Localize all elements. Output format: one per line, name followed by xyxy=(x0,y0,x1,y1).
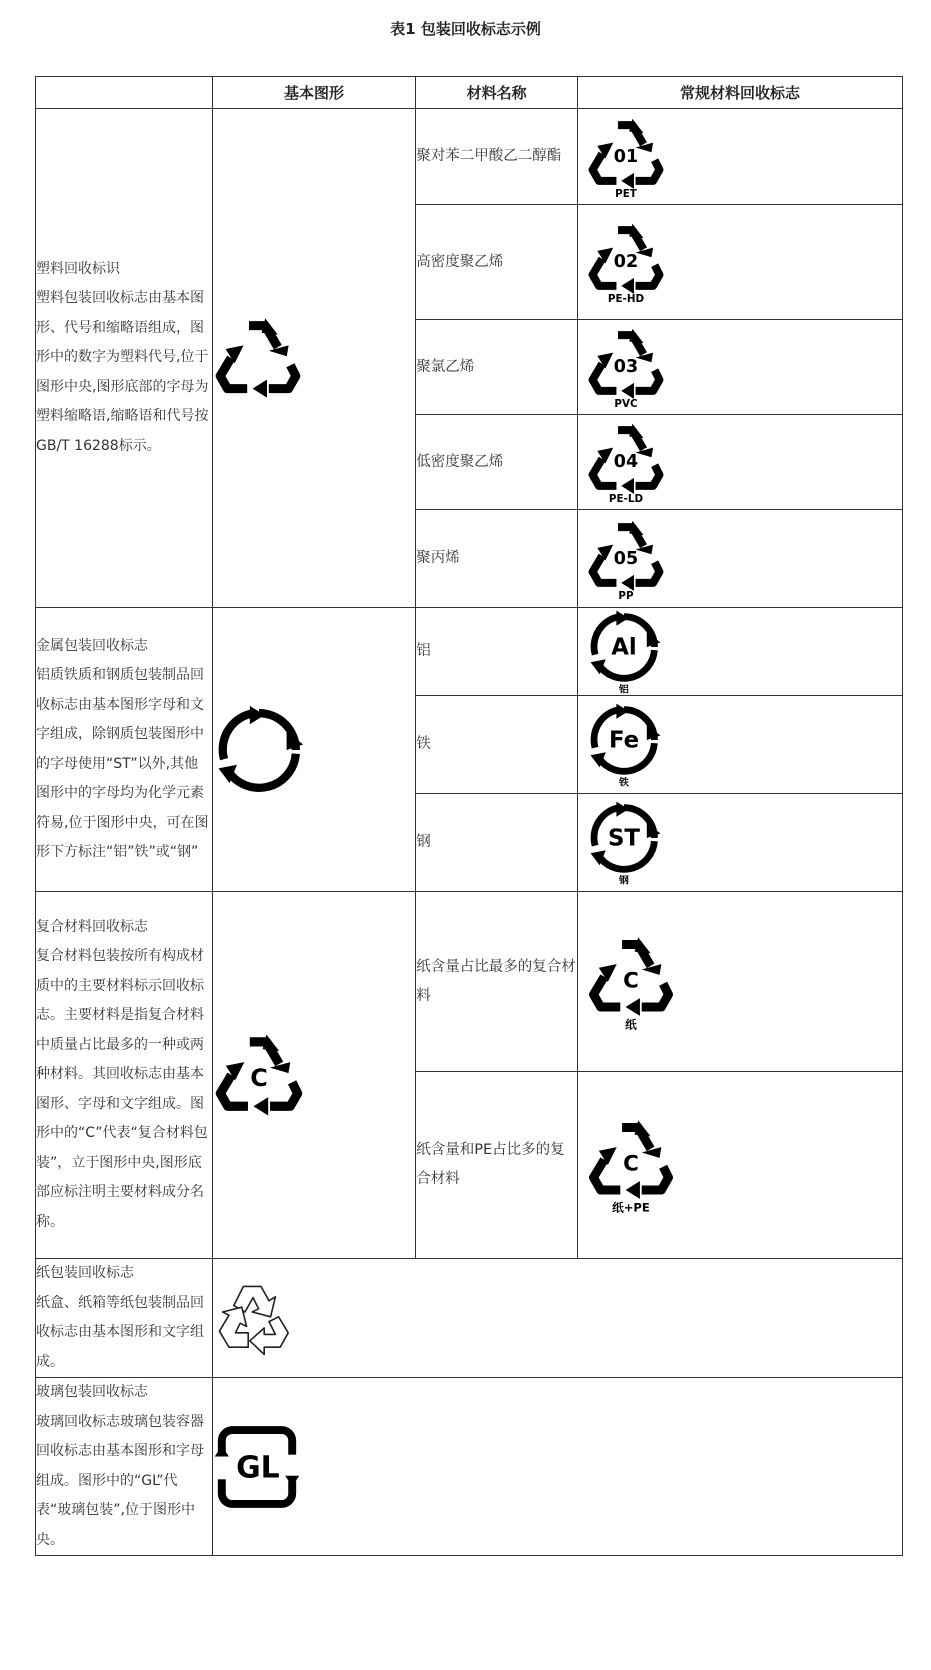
svg-text:PP: PP xyxy=(618,589,634,602)
mark-cell xyxy=(578,1072,903,1259)
recycle-triangle-icon xyxy=(213,313,303,403)
recycle-circle-icon xyxy=(213,704,305,796)
material-name: 铝 xyxy=(416,608,578,696)
composite-heading: 复合材料回收标志 xyxy=(36,918,148,935)
plastic-heading: 塑料回收标识 xyxy=(36,260,120,277)
header-empty xyxy=(36,77,213,109)
material-name: 聚对苯二甲酸乙二醇酯 xyxy=(416,109,578,205)
mark-cell xyxy=(578,794,903,892)
svg-text:PE-HD: PE-HD xyxy=(608,292,645,305)
svg-text:Al: Al xyxy=(611,634,637,661)
plastic-basic-shape-cell xyxy=(212,109,415,608)
mark-cell xyxy=(578,696,903,794)
svg-text:PE-LD: PE-LD xyxy=(609,492,644,505)
header-row xyxy=(36,77,903,109)
table-row xyxy=(36,109,903,205)
recycling-table xyxy=(35,76,903,1556)
mark-cell xyxy=(578,892,903,1072)
svg-text:C: C xyxy=(623,967,639,993)
metal-heading: 金属包装回收标志 xyxy=(36,637,148,654)
table-row xyxy=(36,608,903,696)
page-title: 表1 包装回收标志示例 xyxy=(390,20,541,38)
svg-text:纸: 纸 xyxy=(625,1016,637,1031)
glass-basic-shape-cell xyxy=(212,1378,902,1556)
material-name: 高密度聚乙烯 xyxy=(416,205,578,320)
table-row xyxy=(36,892,903,1072)
mark-cell xyxy=(578,109,903,205)
material-name: 铁 xyxy=(416,696,578,794)
composite-c-icon xyxy=(213,1029,305,1121)
plastic-description: 塑料包装回收标志由基本图形、代号和缩略语组成，图形中的数字为塑料代号,位于图形中央,图形底部的字母为塑料缩略语,缩略语和代号按GB/T 16288标示。 xyxy=(36,290,209,454)
svg-text:PET: PET xyxy=(615,187,637,200)
svg-text:纸+PE: 纸+PE xyxy=(612,1200,650,1215)
metal-basic-shape-cell xyxy=(212,608,415,892)
composite-description: 复合材料包装按所有构成材质中的主要材料标示回收标志。主要材料是指复合材料中质量占比最多的一种或两种材料。其回收标志由基本图形、字母和文字组成。图形中的“C”代表“复合材料包装”，立于图形中央,图形底部应标注明主要材料成分名称。 xyxy=(36,948,208,1230)
paper-description: 纸盒、纸箱等纸包装制品回收标志由基本图形和文字组成。 xyxy=(36,1294,204,1370)
svg-text:04: 04 xyxy=(613,451,639,472)
aluminium-mark-icon xyxy=(586,609,662,695)
composite-paper-mark-icon xyxy=(586,932,676,1032)
mark-cell xyxy=(578,320,903,415)
header-recycling-mark: 常规材料回收标志 xyxy=(578,77,903,109)
mark-cell xyxy=(578,205,903,320)
material-name: 钢 xyxy=(416,794,578,892)
mark-cell xyxy=(578,415,903,510)
glass-description-cell xyxy=(36,1378,213,1556)
plastic-description-cell xyxy=(36,109,213,608)
composite-paper-pe-mark-icon xyxy=(586,1115,676,1215)
paper-heading: 纸包装回收标志 xyxy=(36,1265,134,1281)
table-row xyxy=(36,1378,903,1556)
steel-mark-icon xyxy=(586,800,662,886)
recycle-pe-ld-04-icon xyxy=(586,419,666,505)
glass-gl-mark-icon xyxy=(213,1423,301,1511)
svg-text:01: 01 xyxy=(613,146,639,167)
material-name: 纸含量占比最多的复合材料 xyxy=(416,892,578,1072)
paper-basic-shape-cell xyxy=(212,1259,902,1378)
mark-cell xyxy=(578,510,903,608)
paper-description-cell xyxy=(36,1259,213,1378)
recycle-pvc-03-icon xyxy=(586,324,666,410)
table-row xyxy=(36,1259,903,1378)
recycle-pe-hd-02-icon xyxy=(586,219,666,305)
svg-text:钢: 钢 xyxy=(619,875,630,886)
material-name: 纸含量和PE占比多的复合材料 xyxy=(416,1072,578,1259)
mark-cell xyxy=(578,608,903,696)
metal-description: 铝质铁质和钢质包装制品回收标志由基本图形字母和文字组成，除钢质包装图形中的字母使用“ST”以外,其他图形中的字母均为化学元素符易,位于图形中央，可在图形下方标注“铝”铁”或“钢” xyxy=(36,667,209,860)
svg-text:ST: ST xyxy=(608,825,641,852)
header-basic-shape: 基本图形 xyxy=(212,77,415,109)
material-name: 低密度聚乙烯 xyxy=(416,415,578,510)
recycle-pet-01-icon xyxy=(586,114,666,200)
svg-text:Fe: Fe xyxy=(609,727,640,754)
svg-text:C: C xyxy=(250,1064,268,1093)
header-material-name: 材料名称 xyxy=(416,77,578,109)
composite-basic-shape-cell xyxy=(212,892,415,1259)
composite-description-cell xyxy=(36,892,213,1259)
metal-description-cell xyxy=(36,608,213,892)
paper-recycle-outline-icon xyxy=(213,1280,293,1356)
recycle-pp-05-icon xyxy=(586,516,666,602)
material-name: 聚氯乙烯 xyxy=(416,320,578,415)
svg-text:铁: 铁 xyxy=(619,777,630,788)
glass-description: 玻璃回收标志玻璃包装容器回收标志由基本图形和字母组成。图形中的“GL”代表“玻璃包装”,位于图形中央。 xyxy=(36,1413,204,1548)
svg-text:C: C xyxy=(623,1151,639,1177)
svg-text:05: 05 xyxy=(613,548,639,569)
svg-text:GL: GL xyxy=(235,1450,280,1486)
iron-mark-icon xyxy=(586,702,662,788)
material-name: 聚丙烯 xyxy=(416,510,578,608)
svg-text:02: 02 xyxy=(613,251,639,272)
glass-heading: 玻璃包装回收标志 xyxy=(36,1384,148,1400)
svg-text:PVC: PVC xyxy=(614,397,638,410)
svg-text:铝: 铝 xyxy=(619,684,630,695)
svg-text:03: 03 xyxy=(613,356,639,377)
